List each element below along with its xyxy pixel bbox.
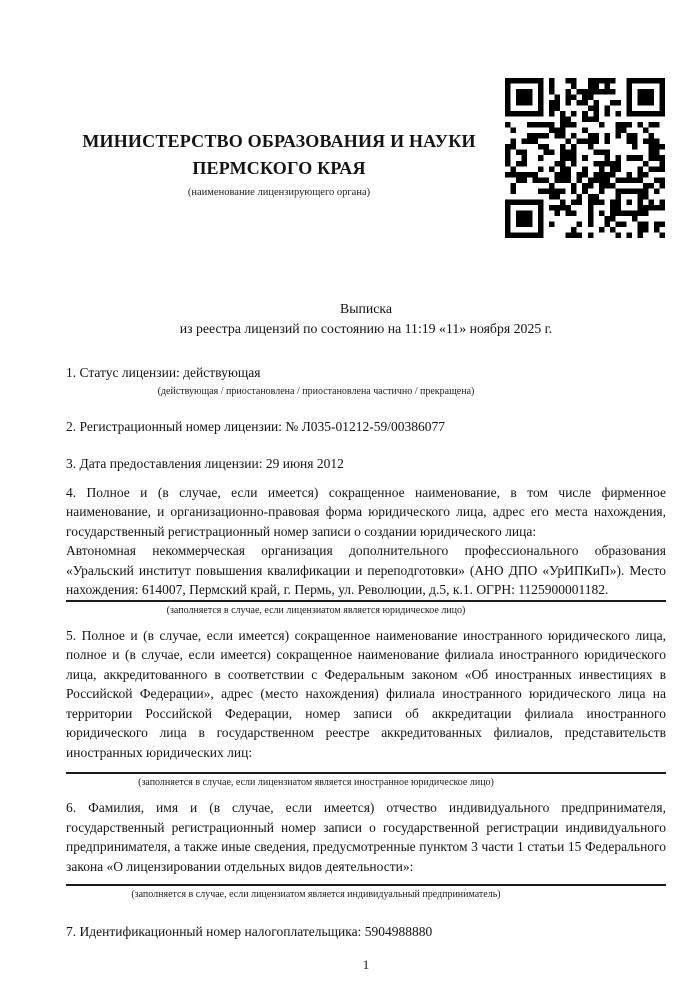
individual-entrepreneur-caption: (заполняется в случае, если лицензиатом является индивидуальный предприниматель)	[131, 889, 501, 900]
ministry-name-line2: ПЕРМСКОГО КРАЯ	[192, 158, 366, 178]
legal-entity-caption: (заполняется в случае, если лицензиатом является юридическое лицо)	[166, 604, 466, 616]
grant-date-text: 3. Дата предоставления лицензии: 29 июня 2012	[66, 456, 344, 471]
field-taxpayer-id	[66, 922, 666, 942]
registration-number-text: 2. Регистрационный номер лицензии: № Л035-01212-59/00386077	[66, 418, 446, 434]
legal-entity-question: 4. Полное и (в случае, если имеется) сокращенное наименование, в том числе фирменное наименование, и организационно-правовая форма юридического лица, адрес его места нахождения, государственный регистрационный номер записи о создании юридического лица:	[66, 484, 666, 539]
legal-entity-filled-field	[66, 483, 666, 602]
field-registration-number	[66, 417, 666, 437]
fields-list	[66, 363, 666, 974]
license-status-options-caption: (действующая / приостановлена / приостановлена частично / прекращена)	[157, 385, 475, 397]
field-foreign-entity	[66, 626, 666, 791]
field-license-status	[66, 363, 666, 399]
licensing-authority-header	[62, 128, 496, 199]
field-legal-entity	[66, 483, 666, 618]
taxpayer-id-text: 7. Идентификационный номер налогоплательщика: 5904988880	[66, 924, 433, 939]
ministry-name-line1: МИНИСТЕРСТВО ОБРАЗОВАНИЯ И НАУКИ	[82, 131, 476, 151]
individual-entrepreneur-blank-field	[66, 876, 666, 886]
licensing-authority-caption: (наименование лицензирующего органа)	[187, 187, 371, 198]
document-title-line1: Выписка	[340, 301, 392, 316]
individual-entrepreneur-question: 6. Фамилия, имя и (в случае, если имеется) отчество индивидуального предпринимателя, государственный регистрационный номер записи о государственной регистрации индивидуального предпринимателя, а также иные сведения, предусмотренные пунктом 3 части 1 статьи 15 Федерального закона «О лицензировании отдельных видов деятельности»:	[66, 800, 666, 874]
foreign-entity-blank-field	[66, 762, 666, 774]
document-title	[66, 299, 666, 339]
license-status-text: 1. Статус лицензии: действующая	[66, 365, 261, 380]
foreign-entity-question: 5. Полное и (в случае, если имеется) сокращенное наименование иностранного юридического лица, полное и (в случае, если имеется) сокращенное наименование филиала иностранного юридического лица, аккредитованного в соответствии с Федеральным законом «Об иностранных инвестициях в Российской Федерации», адрес (место нахождения) филиала иностранного юридического лица на территории Российской Федерации, номер записи об аккредитации филиала иностранного юридического лица в государственном реестре аккредитованных филиалов, представительств иностранных юридических лиц:	[66, 627, 666, 760]
legal-entity-answer: Автономная некоммерческая организация дополнительного профессионального образования «Уральский институт повышения квалификации и переподготовки» (АНО ДПО «УрИПКиП»). Место нахождения: 614007, Пермский край, г. Пермь, ул. Революции, д.5, к.1. ОГРН: 1125900001182.	[66, 543, 666, 597]
foreign-entity-caption: (заполняется в случае, если лицензиатом является иностранное юридическое лицо)	[138, 777, 494, 788]
page-number: 1	[362, 956, 370, 972]
field-grant-date	[66, 454, 666, 474]
document-title-line2: из реестра лицензий по состоянию на 11:19 «11» ноября 2025 г.	[179, 321, 553, 336]
qr-code	[505, 78, 665, 238]
field-individual-entrepreneur	[66, 798, 666, 902]
